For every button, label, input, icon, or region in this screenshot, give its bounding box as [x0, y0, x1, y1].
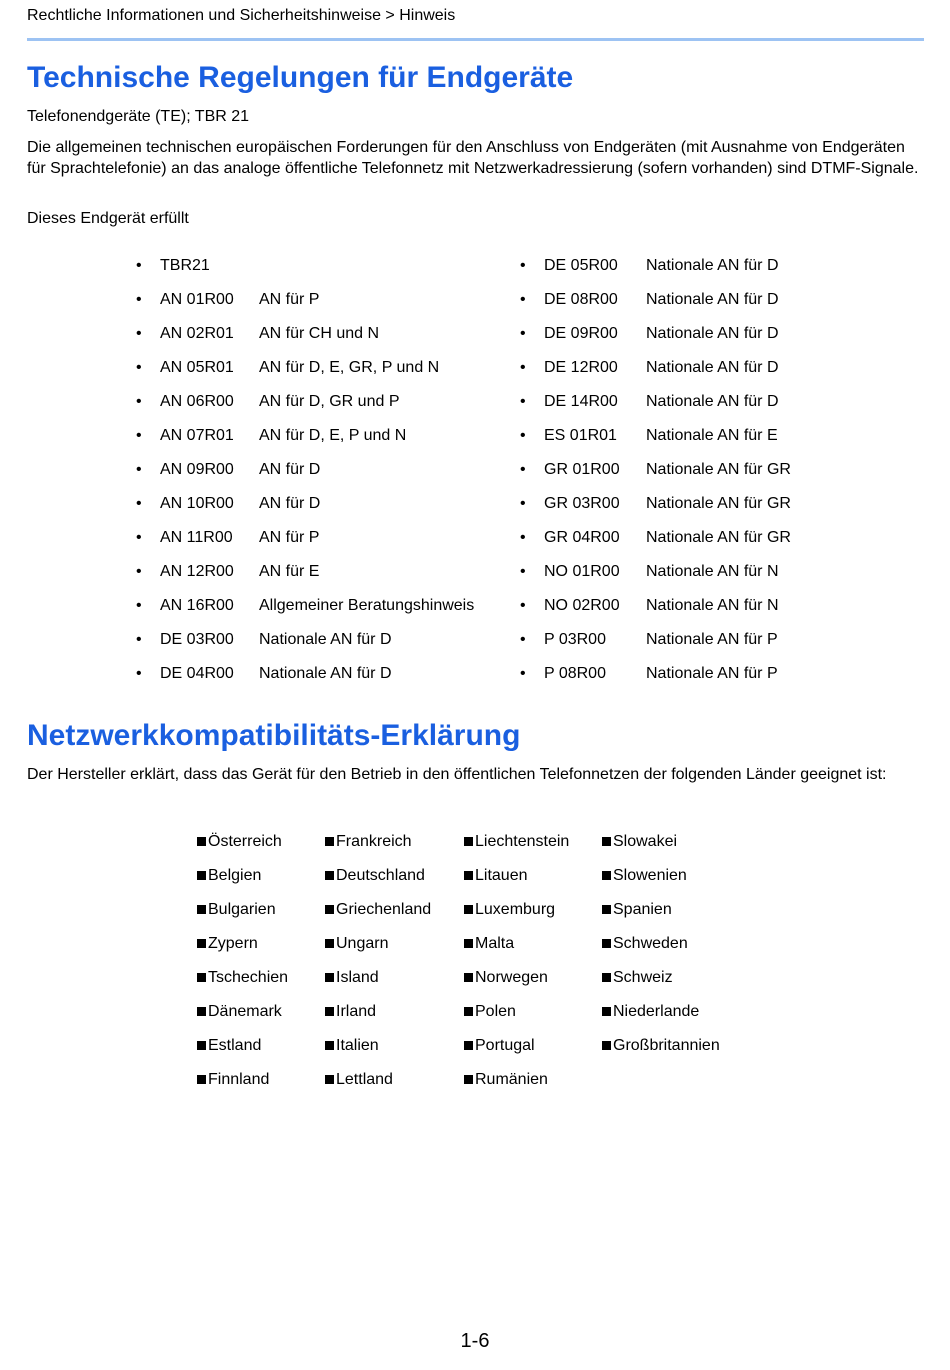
country-item — [197, 968, 288, 1002]
bullet-icon: • — [136, 359, 142, 376]
standard-item — [136, 630, 474, 664]
bullet-icon: • — [136, 257, 142, 274]
bullet-icon: • — [520, 529, 526, 546]
standard-code: P 08R00 — [544, 665, 606, 682]
standard-description: AN für E — [259, 563, 320, 580]
bullet-icon: • — [520, 461, 526, 478]
bullet-icon: • — [136, 325, 142, 342]
square-bullet-icon — [325, 905, 334, 914]
country-item — [197, 900, 288, 934]
country-name: Irland — [336, 1003, 377, 1020]
square-bullet-icon — [325, 973, 334, 982]
standard-description: AN für D — [259, 461, 321, 478]
country-name: Rumänien — [475, 1071, 548, 1088]
standard-code: AN 05R01 — [160, 359, 234, 376]
country-item — [602, 1036, 720, 1070]
country-name: Island — [336, 969, 379, 986]
page-number: 1-6 — [460, 1330, 490, 1352]
standard-description: Nationale AN für GR — [646, 529, 791, 546]
country-name: Malta — [475, 935, 515, 952]
standard-description: AN für D, GR und P — [259, 393, 400, 410]
standard-description: Nationale AN für N — [646, 563, 779, 580]
square-bullet-icon — [464, 1075, 473, 1084]
bullet-icon: • — [520, 427, 526, 444]
country-name: Deutschland — [336, 867, 425, 884]
standard-item — [520, 494, 791, 528]
country-item — [197, 832, 288, 866]
standard-code: AN 12R00 — [160, 563, 234, 580]
section-title-technical-regulations: Technische Regelungen für Endgeräte — [27, 61, 574, 94]
bullet-icon: • — [136, 529, 142, 546]
country-item — [325, 934, 431, 968]
standard-item — [136, 528, 474, 562]
square-bullet-icon — [197, 973, 206, 982]
country-name: Estland — [208, 1037, 262, 1054]
header-divider — [27, 38, 924, 41]
country-item — [197, 1036, 288, 1070]
standard-code: AN 10R00 — [160, 495, 234, 512]
bullet-icon: • — [136, 631, 142, 648]
standard-item — [520, 426, 791, 460]
country-name: Niederlande — [613, 1003, 700, 1020]
country-name: Belgien — [208, 867, 262, 884]
country-name: Liechtenstein — [475, 833, 570, 850]
country-item — [197, 1070, 288, 1104]
square-bullet-icon — [602, 939, 611, 948]
country-item — [464, 832, 569, 866]
country-name: Lettland — [336, 1071, 393, 1088]
standard-code: AN 02R01 — [160, 325, 234, 342]
square-bullet-icon — [325, 871, 334, 880]
standard-code: DE 12R00 — [544, 359, 618, 376]
standard-item — [520, 460, 791, 494]
square-bullet-icon — [197, 1041, 206, 1050]
square-bullet-icon — [602, 837, 611, 846]
bullet-icon: • — [520, 291, 526, 308]
bullet-icon: • — [136, 393, 142, 410]
country-name: Finnland — [208, 1071, 270, 1088]
country-item — [197, 934, 288, 968]
country-name: Norwegen — [475, 969, 548, 986]
standard-code: NO 02R00 — [544, 597, 620, 614]
standard-item — [136, 358, 474, 392]
bullet-icon: • — [520, 665, 526, 682]
country-name: Bulgarien — [208, 901, 276, 918]
standard-description: Nationale AN für N — [646, 597, 779, 614]
standard-description: Nationale AN für D — [646, 359, 779, 376]
standard-item — [136, 392, 474, 426]
square-bullet-icon — [325, 837, 334, 846]
standard-item — [136, 460, 474, 494]
country-name: Ungarn — [336, 935, 389, 952]
country-name: Italien — [336, 1037, 379, 1054]
standard-item — [136, 290, 474, 324]
standard-item — [520, 324, 791, 358]
country-item — [602, 832, 720, 866]
standard-code: ES 01R01 — [544, 427, 617, 444]
square-bullet-icon — [325, 1041, 334, 1050]
country-item — [602, 866, 720, 900]
square-bullet-icon — [602, 905, 611, 914]
standard-description: Nationale AN für D — [646, 393, 779, 410]
country-item — [464, 1002, 569, 1036]
country-item — [197, 1002, 288, 1036]
standards-list-left — [136, 256, 474, 698]
standard-code: DE 04R00 — [160, 665, 234, 682]
square-bullet-icon — [197, 871, 206, 880]
standards-list-right — [520, 256, 791, 698]
country-name: Portugal — [475, 1037, 535, 1054]
square-bullet-icon — [197, 1075, 206, 1084]
country-name: Tschechien — [208, 969, 289, 986]
standard-code: DE 05R00 — [544, 257, 618, 274]
standard-item — [520, 290, 791, 324]
bullet-icon: • — [136, 665, 142, 682]
country-column-3 — [464, 832, 569, 1104]
standard-description: Nationale AN für GR — [646, 495, 791, 512]
square-bullet-icon — [602, 973, 611, 982]
country-name: Slowakei — [613, 833, 678, 850]
standard-description: Nationale AN für D — [259, 631, 392, 648]
standard-description: AN für CH und N — [259, 325, 380, 342]
country-name: Luxemburg — [475, 901, 556, 918]
country-name: Großbritannien — [613, 1037, 720, 1054]
country-item — [325, 900, 431, 934]
bullet-icon: • — [520, 359, 526, 376]
country-column-2 — [325, 832, 431, 1104]
standard-code: DE 14R00 — [544, 393, 618, 410]
standard-description: Nationale AN für D — [646, 325, 779, 342]
country-name: Österreich — [208, 833, 282, 850]
standard-item — [520, 256, 791, 290]
section-description: Die allgemeinen technischen europäischen Forderungen für den Anschluss von Endgeräten (mit Ausnahme von Endgeräten für Sprachtelefonie) an das analoge öffentliche Telefonnetz mit Netzwerkadressierung (sofern vorhanden) sind DTMF-Signale. — [27, 139, 919, 177]
bullet-icon: • — [520, 257, 526, 274]
square-bullet-icon — [464, 1007, 473, 1016]
bullet-icon: • — [520, 631, 526, 648]
compliance-intro: Dieses Endgerät erfüllt — [27, 210, 189, 227]
standard-code: NO 01R00 — [544, 563, 620, 580]
square-bullet-icon — [325, 1007, 334, 1016]
country-name: Schweiz — [613, 969, 673, 986]
standard-description: Nationale AN für E — [646, 427, 778, 444]
country-item — [602, 968, 720, 1002]
standard-item — [136, 256, 474, 290]
standard-code: TBR21 — [160, 257, 210, 274]
bullet-icon: • — [136, 291, 142, 308]
standard-description: AN für P — [259, 529, 320, 546]
standard-item — [520, 528, 791, 562]
country-item — [602, 900, 720, 934]
square-bullet-icon — [197, 837, 206, 846]
standard-description: Allgemeiner Beratungshinweis — [259, 597, 475, 614]
country-item — [325, 1070, 431, 1104]
country-column-1 — [197, 832, 288, 1104]
bullet-icon: • — [520, 393, 526, 410]
square-bullet-icon — [464, 939, 473, 948]
standard-description: AN für D — [259, 495, 321, 512]
country-name: Litauen — [475, 867, 528, 884]
square-bullet-icon — [464, 871, 473, 880]
country-name: Zypern — [208, 935, 258, 952]
square-bullet-icon — [602, 871, 611, 880]
bullet-icon: • — [520, 325, 526, 342]
country-item — [602, 934, 720, 968]
bullet-icon: • — [136, 461, 142, 478]
square-bullet-icon — [197, 905, 206, 914]
network-description: Der Hersteller erklärt, dass das Gerät für den Betrieb in den öffentlichen Telefonnetzen der folgenden Länder geeignet ist: — [27, 766, 887, 783]
country-name: Griechenland — [336, 901, 432, 918]
standard-code: AN 09R00 — [160, 461, 234, 478]
square-bullet-icon — [602, 1041, 611, 1050]
country-name: Spanien — [613, 901, 672, 918]
country-item — [325, 1002, 431, 1036]
breadcrumb: Rechtliche Informationen und Sicherheitshinweise > Hinweis — [27, 7, 456, 24]
country-name: Polen — [475, 1003, 516, 1020]
country-column-4 — [602, 832, 720, 1070]
standard-item — [136, 324, 474, 358]
standard-code: DE 08R00 — [544, 291, 618, 308]
square-bullet-icon — [325, 1075, 334, 1084]
standard-code: DE 09R00 — [544, 325, 618, 342]
standard-item — [136, 494, 474, 528]
country-item — [325, 832, 431, 866]
standard-description: Nationale AN für D — [259, 665, 392, 682]
standard-code: GR 01R00 — [544, 461, 620, 478]
square-bullet-icon — [464, 1041, 473, 1050]
section-subtitle: Telefonendgeräte (TE); TBR 21 — [27, 108, 250, 125]
bullet-icon: • — [520, 597, 526, 614]
country-item — [197, 866, 288, 900]
standard-description: AN für P — [259, 291, 320, 308]
section-title-network-compatibility: Netzwerkkompatibilitäts-Erklärung — [27, 719, 521, 752]
bullet-icon: • — [520, 495, 526, 512]
bullet-icon: • — [136, 597, 142, 614]
square-bullet-icon — [325, 939, 334, 948]
standard-code: AN 01R00 — [160, 291, 234, 308]
standard-item — [136, 562, 474, 596]
standard-code: AN 16R00 — [160, 597, 234, 614]
standard-description: AN für D, E, GR, P und N — [259, 359, 440, 376]
standard-item — [136, 596, 474, 630]
country-name: Slowenien — [613, 867, 687, 884]
standard-item — [520, 358, 791, 392]
bullet-icon: • — [136, 495, 142, 512]
square-bullet-icon — [464, 905, 473, 914]
country-item — [464, 1070, 569, 1104]
bullet-icon: • — [136, 427, 142, 444]
standard-description: AN für D, E, P und N — [259, 427, 407, 444]
country-item — [464, 900, 569, 934]
bullet-icon: • — [136, 563, 142, 580]
bullet-icon: • — [520, 563, 526, 580]
country-item — [464, 934, 569, 968]
country-item — [325, 1036, 431, 1070]
standard-description: Nationale AN für D — [646, 291, 779, 308]
country-item — [464, 866, 569, 900]
standard-description: Nationale AN für P — [646, 631, 778, 648]
country-name: Frankreich — [336, 833, 412, 850]
standard-code: P 03R00 — [544, 631, 606, 648]
standard-item — [520, 664, 791, 698]
country-item — [464, 1036, 569, 1070]
square-bullet-icon — [464, 837, 473, 846]
standard-item — [520, 392, 791, 426]
standard-code: GR 03R00 — [544, 495, 620, 512]
standard-code: GR 04R00 — [544, 529, 620, 546]
standard-item — [136, 664, 474, 698]
square-bullet-icon — [464, 973, 473, 982]
country-item — [602, 1002, 720, 1036]
standard-description: Nationale AN für P — [646, 665, 778, 682]
standard-description: Nationale AN für GR — [646, 461, 791, 478]
standard-code: AN 07R01 — [160, 427, 234, 444]
standard-code: AN 06R00 — [160, 393, 234, 410]
standard-code: DE 03R00 — [160, 631, 234, 648]
square-bullet-icon — [602, 1007, 611, 1016]
square-bullet-icon — [197, 1007, 206, 1016]
square-bullet-icon — [197, 939, 206, 948]
country-item — [464, 968, 569, 1002]
standard-item — [520, 562, 791, 596]
standard-item — [520, 630, 791, 664]
standard-item — [520, 596, 791, 630]
standard-description: Nationale AN für D — [646, 257, 779, 274]
country-item — [325, 968, 431, 1002]
country-name: Schweden — [613, 935, 688, 952]
standard-code: AN 11R00 — [160, 529, 233, 546]
standard-item — [136, 426, 474, 460]
country-item — [325, 866, 431, 900]
country-name: Dänemark — [208, 1003, 282, 1020]
